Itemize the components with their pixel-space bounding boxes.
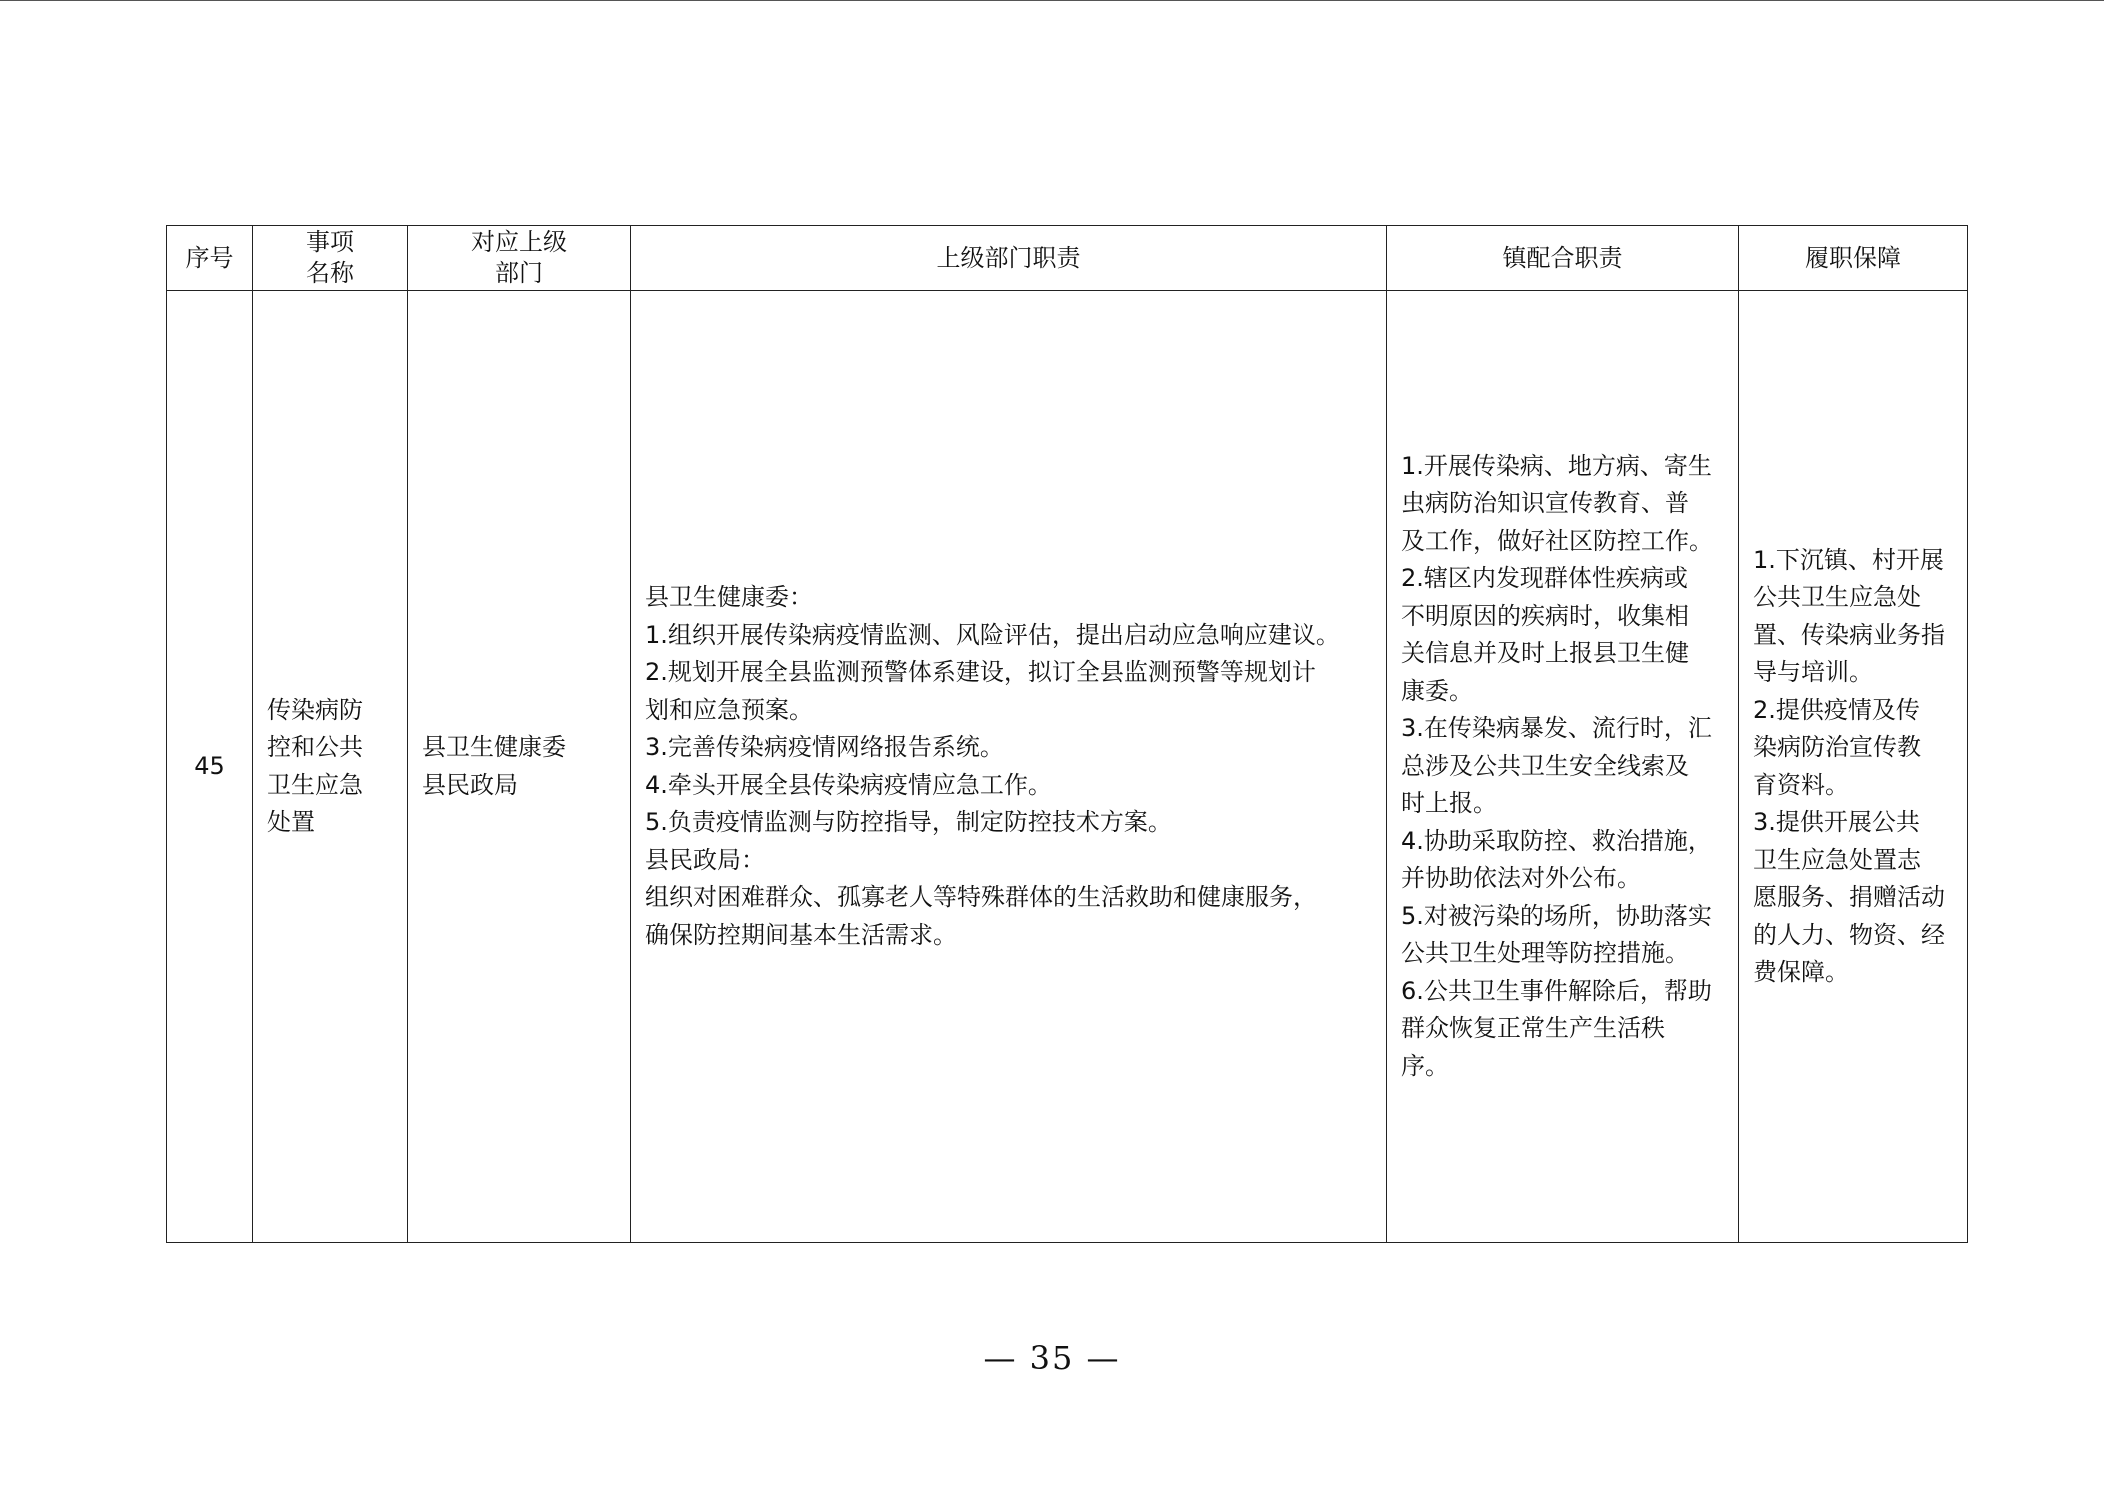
upper-dept-line: 县卫生健康委	[422, 733, 566, 761]
header-town-duties	[1387, 226, 1739, 291]
item-name-line: 控和公共	[267, 733, 363, 761]
town-duty-line: 序。	[1401, 1051, 1449, 1080]
header-upper-dept-line: 对应上级	[471, 228, 567, 256]
header-item-name-line: 名称	[306, 259, 354, 287]
upper-duty-line: 县卫生健康委：	[645, 583, 813, 611]
guarantee-line: 的人力、物资、经	[1753, 920, 1945, 949]
header-seq	[167, 226, 253, 291]
town-duty-line: 并协助依法对外公布。	[1401, 864, 1641, 893]
guarantee-line: 2.提供疫情及传	[1753, 695, 1920, 724]
upper-duty-line: 县民政局：	[645, 845, 765, 874]
cell-upper-dept	[408, 291, 631, 1243]
header-item-name	[253, 226, 408, 291]
header-upper-dept-line: 部门	[495, 259, 543, 287]
upper-duty-line: 2.规划开展全县监测预警体系建设，拟订全县监测预警等规划计	[645, 658, 1316, 686]
town-duty-line: 及工作，做好社区防控工作。	[1401, 526, 1713, 555]
guarantee-line: 3.提供开展公共	[1753, 808, 1920, 836]
cell-town-duties	[1387, 291, 1739, 1243]
guarantee-line: 染病防治宣传教	[1753, 733, 1921, 761]
upper-duty-line: 5.负责疫情监测与防控指导，制定防控技术方案。	[645, 808, 1172, 836]
header-upper-duties-label: 上级部门职责	[936, 243, 1081, 272]
header-upper-duties	[631, 226, 1387, 291]
upper-duty-line: 4.牵头开展全县传染病疫情应急工作。	[645, 770, 1052, 799]
cell-seq	[167, 291, 253, 1243]
town-duty-line: 时上报。	[1401, 789, 1497, 818]
header-upper-dept	[408, 226, 631, 291]
item-name-line: 传染病防	[267, 695, 363, 724]
cell-item-name	[253, 291, 408, 1243]
town-duty-line: 4.协助采取防控、救治措施，	[1401, 826, 1712, 855]
header-seq-label: 序号	[185, 243, 234, 272]
town-duty-line: 虫病防治知识宣传教育、普	[1401, 489, 1689, 518]
cell-upper-duties	[631, 291, 1387, 1243]
guarantee-line: 卫生应急处置志	[1753, 845, 1921, 874]
town-duty-line: 群众恢复正常生产生活秩	[1401, 1014, 1665, 1043]
header-item-name-line: 事项	[306, 228, 354, 256]
town-duty-line: 不明原因的疾病时，收集相	[1401, 601, 1689, 630]
header-guarantee	[1739, 226, 1968, 291]
guarantee-line: 愿服务、捐赠活动	[1753, 883, 1945, 911]
guarantee-line: 育资料。	[1753, 770, 1849, 799]
upper-duty-line: 组织对困难群众、孤寡老人等特殊群体的生活救助和健康服务，	[645, 883, 1317, 911]
item-name-line: 卫生应急	[267, 770, 363, 799]
guarantee-line: 公共卫生应急处	[1753, 583, 1921, 611]
upper-duty-line: 1.组织开展传染病疫情监测、风险评估，提出启动应急响应建议。	[645, 620, 1340, 649]
page-number: — 35 —	[983, 1339, 1121, 1377]
town-duty-line: 关信息并及时上报县卫生健	[1401, 639, 1689, 668]
duty-table	[166, 225, 1968, 1243]
town-duty-line: 1.开展传染病、地方病、寄生	[1401, 451, 1712, 480]
cell-guarantee	[1739, 291, 1968, 1243]
upper-dept-line: 县民政局	[422, 770, 518, 799]
table-header-row	[167, 226, 1968, 291]
town-duty-line: 6.公共卫生事件解除后，帮助	[1401, 976, 1712, 1005]
guarantee-line: 1.下沉镇、村开展	[1753, 545, 1944, 574]
upper-duty-line: 划和应急预案。	[645, 695, 813, 724]
row-seq-number: 45	[194, 751, 225, 780]
item-name-line: 处置	[267, 808, 315, 836]
page-top-rule	[0, 0, 2104, 1]
header-town-duties-label: 镇配合职责	[1502, 243, 1623, 272]
town-duty-line: 2.辖区内发现群体性疾病或	[1401, 564, 1688, 593]
guarantee-line: 置、传染病业务指	[1753, 620, 1945, 649]
town-duty-line: 康委。	[1401, 676, 1473, 705]
town-duty-line: 5.对被污染的场所，协助落实	[1401, 901, 1712, 930]
table-row	[167, 291, 1968, 1243]
upper-duty-line: 3.完善传染病疫情网络报告系统。	[645, 733, 1004, 761]
header-guarantee-label: 履职保障	[1805, 243, 1901, 272]
town-duty-line: 总涉及公共卫生安全线索及	[1401, 751, 1689, 780]
guarantee-line: 导与培训。	[1753, 658, 1873, 686]
guarantee-line: 费保障。	[1753, 958, 1849, 986]
town-duty-line: 3.在传染病暴发、流行时，汇	[1401, 714, 1712, 743]
town-duty-line: 公共卫生处理等防控措施。	[1401, 939, 1689, 968]
upper-duty-line: 确保防控期间基本生活需求。	[645, 920, 957, 949]
